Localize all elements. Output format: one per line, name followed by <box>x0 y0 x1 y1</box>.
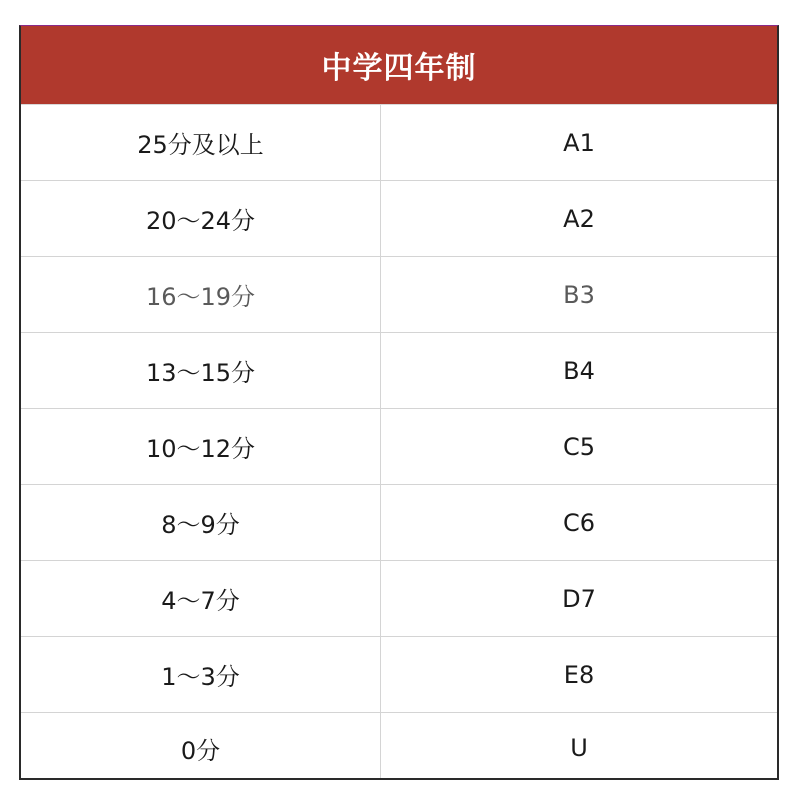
table-row <box>21 105 777 181</box>
grade-cell: B3 <box>563 280 595 309</box>
table-row <box>21 637 777 713</box>
grade-table <box>19 25 779 780</box>
grade-cell: B4 <box>563 356 595 385</box>
table-row <box>21 257 777 333</box>
grade-cell: E8 <box>563 660 595 689</box>
score-cell: 25分及以上 <box>21 105 381 180</box>
table-row <box>21 561 777 637</box>
score-cell: 1～3分 <box>21 637 381 712</box>
table-title: 中学四年制 <box>21 26 777 105</box>
grade-cell: C5 <box>562 432 596 461</box>
score-cell: 16～19分 <box>21 257 381 332</box>
grade-cell: A1 <box>563 128 595 157</box>
grade-cell: D7 <box>562 584 596 613</box>
score-cell: 10～12分 <box>21 409 381 484</box>
table-row <box>21 181 777 257</box>
table-row <box>21 485 777 561</box>
grade-cell: A2 <box>563 204 595 233</box>
table-row <box>21 333 777 409</box>
score-cell: 4～7分 <box>21 561 381 636</box>
table-row <box>21 409 777 485</box>
score-cell: 0分 <box>21 713 381 780</box>
score-cell: 20～24分 <box>21 181 381 256</box>
grade-cell: U <box>570 734 588 762</box>
score-cell: 13～15分 <box>21 333 381 408</box>
score-cell: 8～9分 <box>21 485 381 560</box>
table-row <box>21 713 777 780</box>
grade-cell: C6 <box>562 508 596 537</box>
